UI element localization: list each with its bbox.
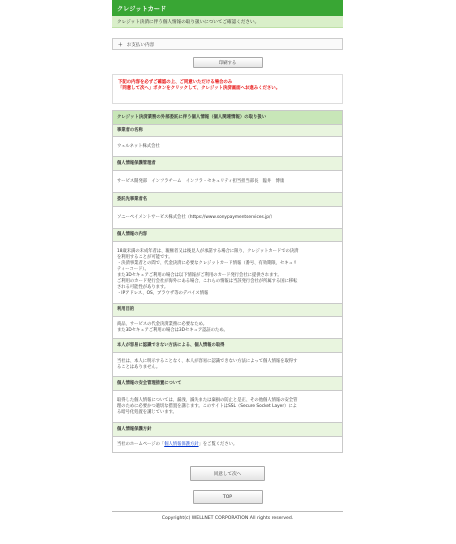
plus-icon: ＋: [118, 43, 123, 48]
business-name-label: 事業者の名称: [113, 125, 343, 137]
covert-collection-value: [113, 353, 343, 377]
privacy-policy-value: [113, 437, 343, 453]
payment-details-toggle[interactable]: [112, 38, 343, 50]
top-button[interactable]: TOP: [193, 490, 263, 504]
security-line: 取得した個人情報については、漏洩、滅失または棄損の防止と是正、その他個人情報の安全管: [117, 397, 298, 403]
copyright: Copyright(c) WELLNET CORPORATION All rights reserved.: [161, 516, 294, 521]
content-line: される可能性があります。: [117, 284, 169, 290]
content-line: ご利用のカード発行会社が海外にある場合、これらの情報は当該発行会社が所属する国に移転: [117, 278, 298, 284]
purpose-line: 商品、サービスの代金決済業務に必要なため。: [117, 321, 208, 327]
contractor-label: 委託先事業者名: [113, 193, 343, 207]
purpose-label: 利用目的: [113, 304, 343, 317]
security-measures-label: 個人情報の安全管理措置について: [113, 377, 343, 391]
purpose-line: また3Dセキュアご利用の場合は3Dセキュア認証のため。: [117, 327, 228, 333]
content-column: [112, 0, 343, 521]
privacy-policy-link[interactable]: 個人情報保護方針: [164, 441, 199, 447]
payment-details-label: お支払い内容: [126, 43, 155, 48]
content-line: ・決済事業者との間で、代金決済に必要なクレジットカード情報（番号、有効期限、セキュリ: [117, 260, 298, 266]
privacy-manager-value: サービス開発部 インフラチーム インフラ・セキュリティ担当担当部長 臨井 博康: [113, 171, 343, 193]
business-name-value: ウェルネット株式会社: [113, 137, 343, 157]
privacy-manager-label: 個人情報保護管理者: [113, 157, 343, 171]
page-title: クレジットカード: [112, 0, 343, 16]
security-measures-value: [113, 391, 343, 423]
privacy-policy-prefix: 当社のホームページの「: [117, 441, 165, 447]
agree-and-next-button[interactable]: 同意して次へ: [190, 466, 265, 481]
personal-info-content-value: [113, 242, 343, 304]
privacy-info-table: [112, 110, 343, 453]
covert-collection-line: 当社は、本人に明示することなく、本人が容易に認識できない方法によって個人情報を取得す: [117, 358, 298, 364]
content-line: 18歳未満の未成年者は、親権者又は後見人が承諾する場合に限り、クレジットカードでの決済: [117, 248, 299, 254]
page-subtitle: クレジット決済に伴う個人情報の取り扱いについてご確認ください。: [112, 16, 343, 28]
privacy-policy-suffix: 」をご覧ください。: [198, 441, 238, 447]
content-line: また3Dセキュアご利用の場合は以下情報がご利用のカード発行会社に提供されます。: [117, 272, 282, 278]
purpose-value: [113, 317, 343, 339]
notice-line-1: 下記の内容を必ずご確認の上、ご同意いただける場合のみ: [118, 80, 233, 85]
privacy-info-title: クレジット決済業務の外部委託に伴う個人情報（個人関連情報）の取り扱い: [113, 111, 343, 125]
content-line: ・IPアドレス、OS、ブラウザ等のデバイス情報: [117, 290, 209, 296]
footer-divider: [112, 511, 343, 512]
covert-collection-label: 本人が容易に認識できない方法による、個人情報の取得: [113, 339, 343, 353]
contractor-value: ソニーペイメントサービス株式会社（https://www.sonypaymentservices.jp/）: [113, 207, 343, 229]
covert-collection-line: ることはありません。: [117, 364, 161, 370]
notice-line-2: 「同意して次へ」ボタンをクリックして、クレジット決済画面へお進みください。: [118, 86, 281, 92]
print-button[interactable]: 印刷する: [193, 57, 263, 68]
security-line: 理のために必要かつ適切な措置を講じます。このサイトはSSL（Secure Socket Layer）によ: [117, 403, 297, 409]
security-line: る暗号化処置を講じています。: [117, 409, 177, 415]
privacy-policy-label: 個人情報保護方針: [113, 423, 343, 437]
consent-notice: [112, 74, 343, 104]
content-line: を利用することが可能です。: [117, 254, 173, 260]
content-line: ティーコード）。: [117, 266, 149, 272]
personal-info-content-label: 個人情報の内容: [113, 229, 343, 242]
